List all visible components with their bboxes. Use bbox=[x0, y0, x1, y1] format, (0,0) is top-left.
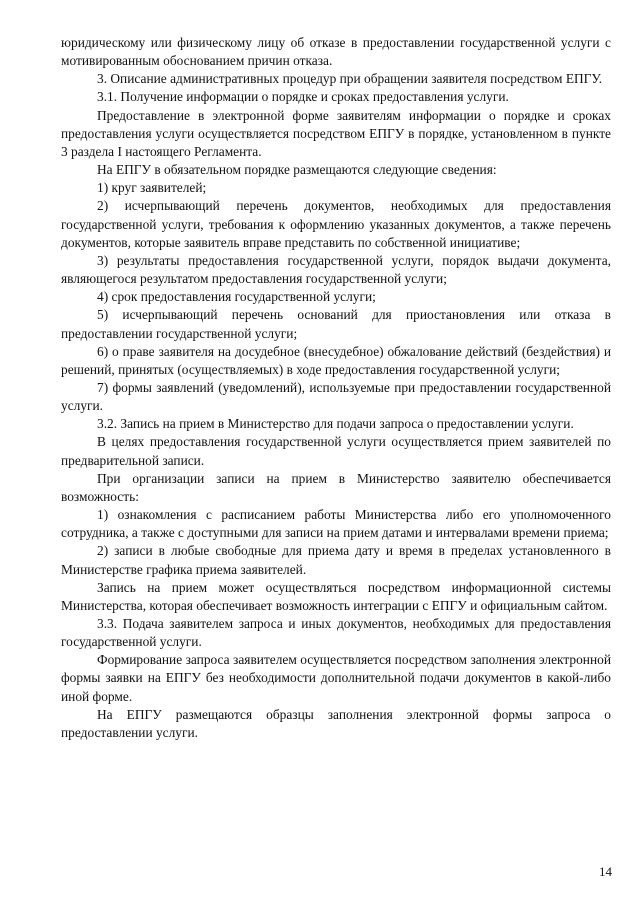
paragraph-epgu-info-intro: На ЕПГУ в обязательном порядке размещаются следующие сведения: bbox=[97, 162, 497, 178]
section-3-2-heading: 3.2. Запись на прием в Министерство для подачи запроса о предоставлении услуги. bbox=[97, 416, 574, 432]
list-item-results: 3) результаты предоставления государственной услуги, порядок выдачи документа, являющегося результатом предоставления государственной услуги; bbox=[61, 252, 611, 287]
page-number: 14 bbox=[599, 864, 612, 879]
list-item-term: 4) срок предоставления государственной услуги; bbox=[97, 289, 376, 305]
list-item-forms: 7) формы заявлений (уведомлений), используемые при предоставлении государственной услуги. bbox=[61, 379, 611, 414]
section-3-1-heading: 3.1. Получение информации о порядке и сроках предоставления услуги. bbox=[97, 89, 509, 105]
paragraph-info-provision: Предоставление в электронной форме заявителям информации о порядке и сроках предоставления услуги осуществляется посредством ЕПГУ в порядке, установленном в пункте 3 раздела I настоящего Регламента. bbox=[61, 107, 611, 159]
section-3-3-heading: 3.3. Подача заявителем запроса и иных документов, необходимых для предоставления государственной услуги. bbox=[61, 616, 611, 650]
paragraph-request-forming: Формирование запроса заявителем осуществляется посредством заполнения электронной формы заявки на ЕПГУ без необходимости дополнительной подачи документов в какой-либо иной форме. bbox=[61, 652, 611, 704]
list-item-appeal: 6) о праве заявителя на досудебное (внесудебное) обжалование действий (бездействия) и решений, принятых (осуществляемых) в ходе предоставления государственной услуги; bbox=[61, 343, 611, 377]
paragraph-refusal-continuation: юридическому или физическому лицу об отказе в предоставлении государственной услуги с мотивированным обоснованием причин отказа. bbox=[61, 35, 611, 69]
paragraph-info-system: Запись на прием может осуществляться посредством информационной системы Министерства, которая обеспечивает возможность интеграции с ЕПГУ и официальным сайтом. bbox=[61, 579, 611, 613]
list-item-documents: 2) исчерпывающий перечень документов, необходимых для предоставления государственной услуги, требования к оформлению указанных документов, а также перечень документов, которые заявитель вправе представить по собственной инициативе; bbox=[61, 198, 611, 250]
list-item-schedule: 1) ознакомления с расписанием работы Министерства либо его уполномоченного сотрудника, а также с доступными для записи на прием датами и интервалами времени приема; bbox=[61, 507, 611, 541]
list-item-grounds: 5) исчерпывающий перечень оснований для приостановления или отказа в предоставлении государственной услуги; bbox=[61, 307, 611, 341]
list-item-applicants: 1) круг заявителей; bbox=[97, 180, 207, 196]
paragraph-form-samples: На ЕПГУ размещаются образцы заполнения электронной формы запроса о предоставлении услуги. bbox=[61, 706, 611, 740]
paragraph-preregistration: В целях предоставления государственной услуги осуществляется прием заявителей по предварительной записи. bbox=[61, 434, 611, 468]
paragraph-registration-options: При организации записи на прием в Министерство заявителю обеспечивается возможность: bbox=[61, 470, 611, 504]
section-3-heading: 3. Описание административных процедур при обращении заявителя посредством ЕПГУ. bbox=[97, 71, 603, 87]
list-item-free-slots: 2) записи в любые свободные для приема дату и время в пределах установленного в Министерстве графика приема заявителей. bbox=[61, 543, 611, 577]
document-body bbox=[61, 34, 611, 742]
